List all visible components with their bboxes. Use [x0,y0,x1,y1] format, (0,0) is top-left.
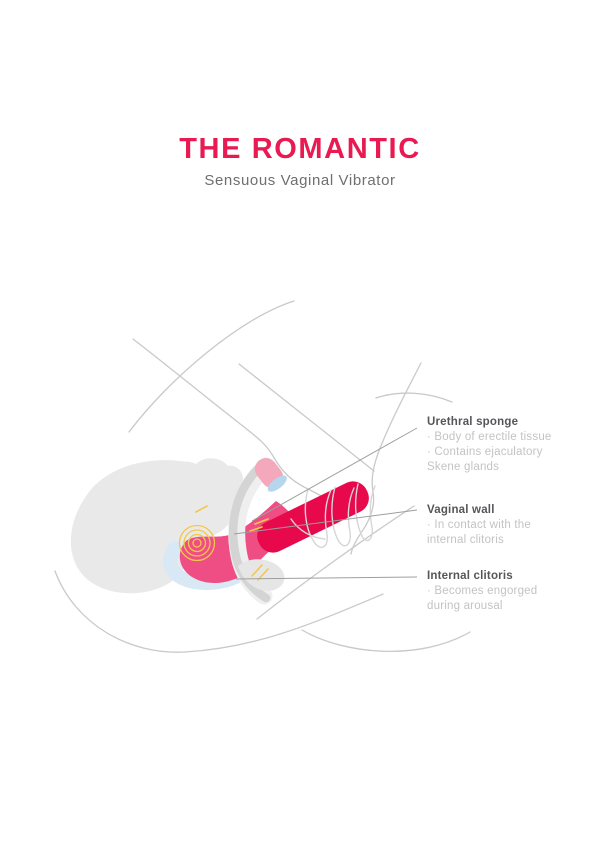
label-bullet: during arousal [427,600,503,612]
label-heading: Vaginal wall [427,504,495,516]
label-bullet: · Becomes engorged [427,585,538,597]
label-bullet: internal clitoris [427,534,504,546]
label-internal-clitoris [427,569,592,614]
page-title: THE ROMANTIC [179,133,421,165]
label-bullet: · Contains ejaculatory [427,446,543,458]
label-heading: Internal clitoris [427,570,513,582]
label-bullet: Skene glands [427,461,500,473]
label-vaginal-wall [427,503,592,548]
label-bullet: · In contact with the [427,519,531,531]
label-urethral-sponge [427,415,592,475]
page-subtitle: Sensuous Vaginal Vibrator [204,172,396,189]
label-heading: Urethral sponge [427,416,519,428]
label-bullet: · Body of erectile tissue [427,431,552,443]
